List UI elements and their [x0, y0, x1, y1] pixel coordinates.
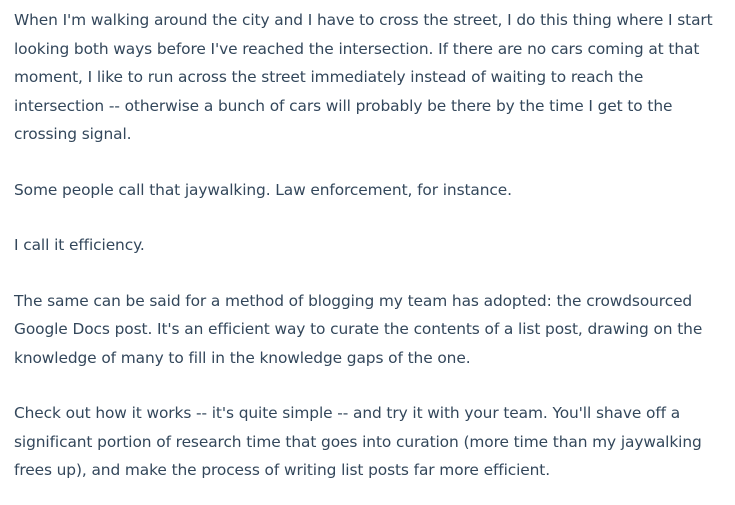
paragraph-call-to-action: Check out how it works -- it's quite simple -- and try it with your team. You'll shave off a significant portion of research time that goes into curation (more time than my jaywalking frees up), and make the process of writing list posts far more efficient. — [14, 404, 702, 479]
paragraph-jaywalking: Some people call that jaywalking. Law enforcement, for instance. — [14, 180, 512, 199]
paragraph-intro: When I'm walking around the city and I have to cross the street, I do this thing where I start looking both ways before I've reached the intersection. If there are no cars coming at that moment, I like to run across the street immediately instead of waiting to reach the intersection -- otherwise a bunch of cars will probably be there by the time I get to the crossing signal. — [14, 11, 713, 143]
paragraph-efficiency: I call it efficiency. — [14, 236, 145, 254]
paragraph-method: The same can be said for a method of blogging my team has adopted: the crowdsourced Google Docs post. It's an efficient way to curate the contents of a list post, drawing on the knowledge of many to fill in the knowledge gaps of the one. — [14, 291, 703, 367]
